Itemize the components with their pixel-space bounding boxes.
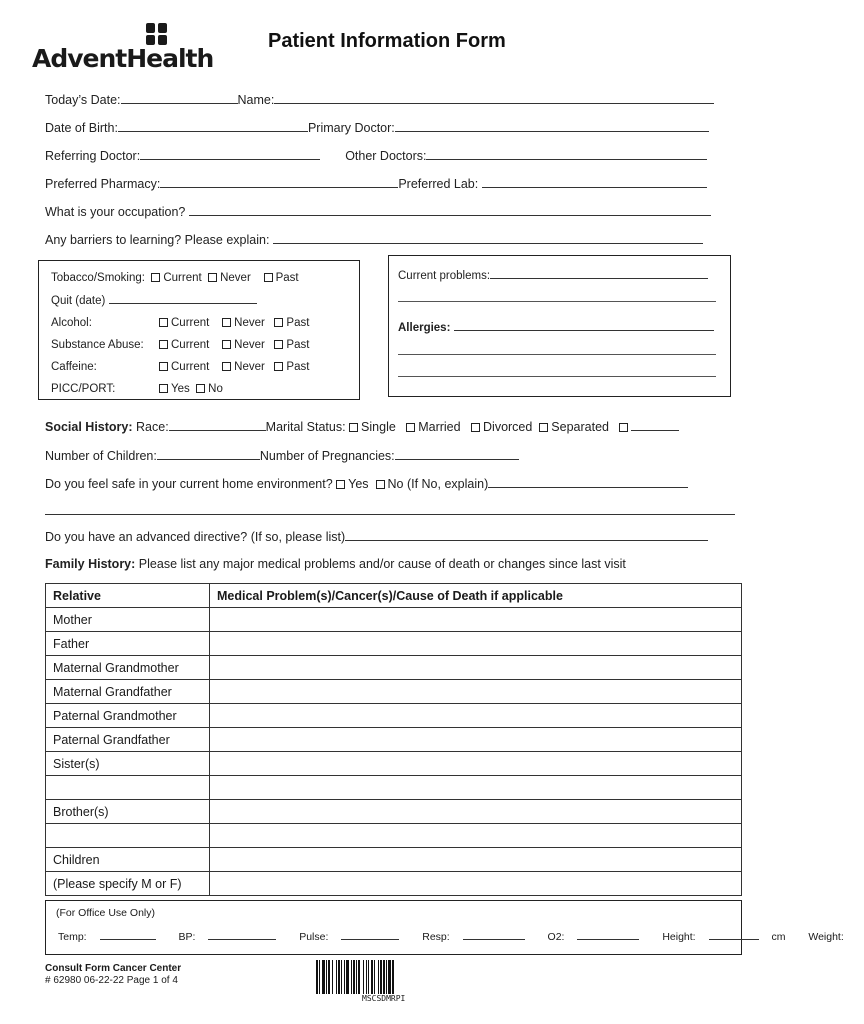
problem-cell[interactable] bbox=[210, 752, 742, 776]
caffeine-past-checkbox[interactable] bbox=[274, 362, 283, 371]
todays-date-label: Today’s Date: bbox=[45, 93, 121, 107]
allergies-line-1[interactable] bbox=[398, 354, 716, 355]
tobacco-current-checkbox[interactable] bbox=[151, 273, 160, 282]
divorced-label: Divorced bbox=[483, 420, 533, 434]
safe-no-label: No (If No, explain) bbox=[387, 477, 489, 491]
footer-form-name: Consult Form Cancer Center bbox=[45, 963, 182, 974]
family-history-heading: Family History: bbox=[45, 557, 136, 571]
alcohol-never-checkbox[interactable] bbox=[222, 318, 231, 327]
row-dob-doctor bbox=[45, 120, 709, 135]
other-doctors-field[interactable] bbox=[426, 148, 707, 160]
allergies-label: Allergies: bbox=[398, 322, 451, 334]
caffeine-options bbox=[159, 361, 309, 373]
o2-field[interactable] bbox=[577, 931, 639, 940]
substance-options bbox=[159, 339, 309, 351]
picc-yes-checkbox[interactable] bbox=[159, 384, 168, 393]
picc-no-checkbox[interactable] bbox=[196, 384, 205, 393]
substance-current-checkbox[interactable] bbox=[159, 340, 168, 349]
cm-label: cm bbox=[771, 931, 786, 943]
pregnancies-label: Number of Pregnancies: bbox=[259, 449, 395, 463]
table-row bbox=[46, 824, 742, 848]
problem-cell[interactable] bbox=[210, 824, 742, 848]
current-label: Current bbox=[171, 361, 210, 373]
relative-cell: Brother(s) bbox=[46, 800, 210, 824]
pulse-label: Pulse: bbox=[299, 931, 329, 943]
married-checkbox[interactable] bbox=[406, 423, 415, 432]
race-field[interactable] bbox=[169, 419, 266, 431]
relative-cell: Maternal Grandmother bbox=[46, 656, 210, 680]
safe-yes-label: Yes bbox=[348, 477, 369, 491]
current-problems-row bbox=[398, 269, 708, 282]
primary-doctor-field[interactable] bbox=[395, 120, 709, 132]
never-label: Never bbox=[234, 361, 265, 373]
table-row bbox=[46, 872, 742, 896]
single-label: Single bbox=[361, 420, 396, 434]
relative-cell: Paternal Grandfather bbox=[46, 728, 210, 752]
never-label: Never bbox=[234, 317, 265, 329]
pregnancies-field[interactable] bbox=[395, 448, 519, 460]
past-label: Past bbox=[286, 361, 310, 373]
weight-label: Weight: bbox=[808, 931, 844, 943]
separated-checkbox[interactable] bbox=[539, 423, 548, 432]
row-date-name bbox=[45, 92, 714, 107]
other-marital-field[interactable] bbox=[631, 419, 679, 431]
safe-question: Do you feel safe in your current home environment? bbox=[45, 477, 333, 491]
bp-label: BP: bbox=[178, 931, 196, 943]
substance-never-checkbox[interactable] bbox=[222, 340, 231, 349]
current-label: Current bbox=[163, 272, 202, 284]
resp-label: Resp: bbox=[422, 931, 450, 943]
table-row bbox=[46, 776, 742, 800]
footer bbox=[45, 963, 181, 987]
other-marital-checkbox[interactable] bbox=[619, 423, 628, 432]
alcohol-options bbox=[159, 317, 309, 329]
habits-box bbox=[38, 260, 360, 400]
occupation-label: What is your occupation? bbox=[45, 205, 186, 219]
referring-doctor-field[interactable] bbox=[140, 148, 320, 160]
past-label: Past bbox=[286, 317, 310, 329]
relative-cell bbox=[46, 776, 210, 800]
children-field[interactable] bbox=[157, 448, 260, 460]
row-pharmacy-lab bbox=[45, 176, 707, 191]
caffeine-current-checkbox[interactable] bbox=[159, 362, 168, 371]
allergies-field[interactable] bbox=[454, 321, 714, 331]
family-history-row bbox=[45, 557, 626, 571]
safe-explain-field[interactable] bbox=[488, 476, 688, 488]
problem-cell[interactable] bbox=[210, 608, 742, 632]
office-use-label: (For Office Use Only) bbox=[56, 907, 155, 919]
problem-cell[interactable] bbox=[210, 632, 742, 656]
height-label: Height: bbox=[662, 931, 696, 943]
no-label: No bbox=[208, 383, 223, 395]
divorced-checkbox[interactable] bbox=[471, 423, 480, 432]
current-label: Current bbox=[171, 317, 210, 329]
temp-field[interactable] bbox=[100, 931, 156, 940]
temp-label: Temp: bbox=[58, 931, 87, 943]
row-barriers bbox=[45, 232, 703, 247]
safe-no-checkbox[interactable] bbox=[376, 480, 385, 489]
table-row bbox=[46, 608, 742, 632]
name-field[interactable] bbox=[274, 92, 714, 104]
problem-cell[interactable] bbox=[210, 728, 742, 752]
barriers-label: Any barriers to learning? Please explain: bbox=[45, 233, 270, 247]
problems-box bbox=[388, 255, 731, 397]
safe-yes-checkbox[interactable] bbox=[336, 480, 345, 489]
problem-column-header: Medical Problem(s)/Cancer(s)/Cause of Death if applicable bbox=[210, 584, 742, 608]
quit-date-field[interactable] bbox=[109, 294, 257, 304]
relative-cell: Father bbox=[46, 632, 210, 656]
tobacco-label: Tobacco/Smoking: bbox=[51, 272, 145, 284]
barriers-field[interactable] bbox=[273, 232, 703, 244]
table-row bbox=[46, 680, 742, 704]
barcode-icon bbox=[316, 960, 458, 994]
tobacco-row bbox=[51, 272, 299, 284]
primary-doctor-label: Primary Doctor: bbox=[307, 121, 395, 135]
table-row bbox=[46, 704, 742, 728]
family-history-intro: Please list any major medical problems and/or cause of death or changes since last visit bbox=[138, 557, 626, 571]
table-row bbox=[46, 752, 742, 776]
relative-cell: Maternal Grandfather bbox=[46, 680, 210, 704]
vitals-row bbox=[58, 931, 864, 943]
pharmacy-label: Preferred Pharmacy: bbox=[45, 177, 161, 191]
dob-label: Date of Birth: bbox=[45, 121, 118, 135]
family-history-table bbox=[45, 583, 742, 896]
past-label: Past bbox=[286, 339, 310, 351]
other-doctors-label: Other Doctors: bbox=[345, 149, 427, 163]
relative-cell: Children bbox=[46, 848, 210, 872]
substance-label: Substance Abuse: bbox=[51, 339, 144, 351]
alcohol-past-checkbox[interactable] bbox=[274, 318, 283, 327]
separated-label: Separated bbox=[551, 420, 609, 434]
height-field[interactable] bbox=[709, 931, 759, 940]
referring-doctor-label: Referring Doctor: bbox=[45, 149, 141, 163]
current-label: Current bbox=[171, 339, 210, 351]
lab-field[interactable] bbox=[482, 176, 707, 188]
relative-cell: Mother bbox=[46, 608, 210, 632]
footer-form-number: # 62980 06-22-22 Page 1 of 4 bbox=[45, 975, 178, 986]
caffeine-never-checkbox[interactable] bbox=[222, 362, 231, 371]
table-row bbox=[46, 800, 742, 824]
pulse-field[interactable] bbox=[341, 931, 399, 940]
table-header-row bbox=[46, 584, 742, 608]
bp-field[interactable] bbox=[208, 931, 276, 940]
barcode-text: MSCSDMRPI bbox=[362, 994, 406, 1003]
problem-cell[interactable] bbox=[210, 680, 742, 704]
safe-explain-line[interactable] bbox=[45, 514, 735, 515]
single-checkbox[interactable] bbox=[349, 423, 358, 432]
directive-field[interactable] bbox=[345, 529, 708, 541]
never-label: Never bbox=[220, 272, 251, 284]
office-use-box bbox=[45, 900, 844, 955]
children-row bbox=[45, 448, 519, 463]
picc-label: PICC/PORT: bbox=[51, 383, 116, 395]
current-problems-line[interactable] bbox=[398, 301, 716, 302]
problem-cell[interactable] bbox=[210, 848, 742, 872]
never-label: Never bbox=[234, 339, 265, 351]
occupation-field[interactable] bbox=[189, 204, 711, 216]
relative-cell bbox=[46, 824, 210, 848]
problem-cell[interactable] bbox=[210, 656, 742, 680]
table-row bbox=[46, 848, 742, 872]
dob-field[interactable] bbox=[118, 120, 308, 132]
directive-row bbox=[45, 529, 708, 544]
allergies-line-2[interactable] bbox=[398, 376, 716, 377]
table-row bbox=[46, 632, 742, 656]
social-history-row bbox=[45, 419, 679, 434]
name-label: Name: bbox=[237, 93, 275, 107]
current-problems-label: Current problems: bbox=[398, 270, 491, 282]
table-row bbox=[46, 728, 742, 752]
race-label: Race: bbox=[136, 420, 169, 434]
current-problems-field[interactable] bbox=[490, 269, 708, 279]
substance-past-checkbox[interactable] bbox=[274, 340, 283, 349]
alcohol-label: Alcohol: bbox=[51, 317, 92, 329]
marital-label: Marital Status: bbox=[265, 420, 346, 434]
relative-column-header: Relative bbox=[46, 584, 210, 608]
quit-row bbox=[51, 294, 257, 307]
yes-label: Yes bbox=[171, 383, 190, 395]
tobacco-never-checkbox[interactable] bbox=[208, 273, 217, 282]
relative-cell: Paternal Grandmother bbox=[46, 704, 210, 728]
quit-label: Quit (date) bbox=[51, 295, 106, 307]
safe-row bbox=[45, 476, 688, 491]
allergies-row bbox=[398, 321, 714, 334]
lab-label: Preferred Lab: bbox=[398, 177, 479, 191]
row-occupation bbox=[45, 204, 711, 219]
directive-label: Do you have an advanced directive? (If so, please list) bbox=[45, 530, 346, 544]
picc-options bbox=[159, 383, 223, 395]
past-label: Past bbox=[275, 272, 299, 284]
o2-label: O2: bbox=[547, 931, 565, 943]
tobacco-past-checkbox[interactable] bbox=[264, 273, 273, 282]
children-label: Number of Children: bbox=[45, 449, 157, 463]
logo-text: AdventHealth bbox=[32, 44, 214, 73]
page-title: Patient Information Form bbox=[268, 30, 506, 52]
resp-field[interactable] bbox=[463, 931, 525, 940]
todays-date-field[interactable] bbox=[121, 92, 238, 104]
relative-cell: Sister(s) bbox=[46, 752, 210, 776]
problem-cell[interactable] bbox=[210, 704, 742, 728]
problem-cell[interactable] bbox=[210, 776, 742, 800]
pharmacy-field[interactable] bbox=[160, 176, 398, 188]
alcohol-current-checkbox[interactable] bbox=[159, 318, 168, 327]
row-referring bbox=[45, 148, 707, 163]
table-row bbox=[46, 656, 742, 680]
married-label: Married bbox=[418, 420, 461, 434]
problem-cell[interactable] bbox=[210, 872, 742, 896]
social-history-heading: Social History: bbox=[45, 420, 133, 434]
problem-cell[interactable] bbox=[210, 800, 742, 824]
relative-cell: (Please specify M or F) bbox=[46, 872, 210, 896]
caffeine-label: Caffeine: bbox=[51, 361, 97, 373]
